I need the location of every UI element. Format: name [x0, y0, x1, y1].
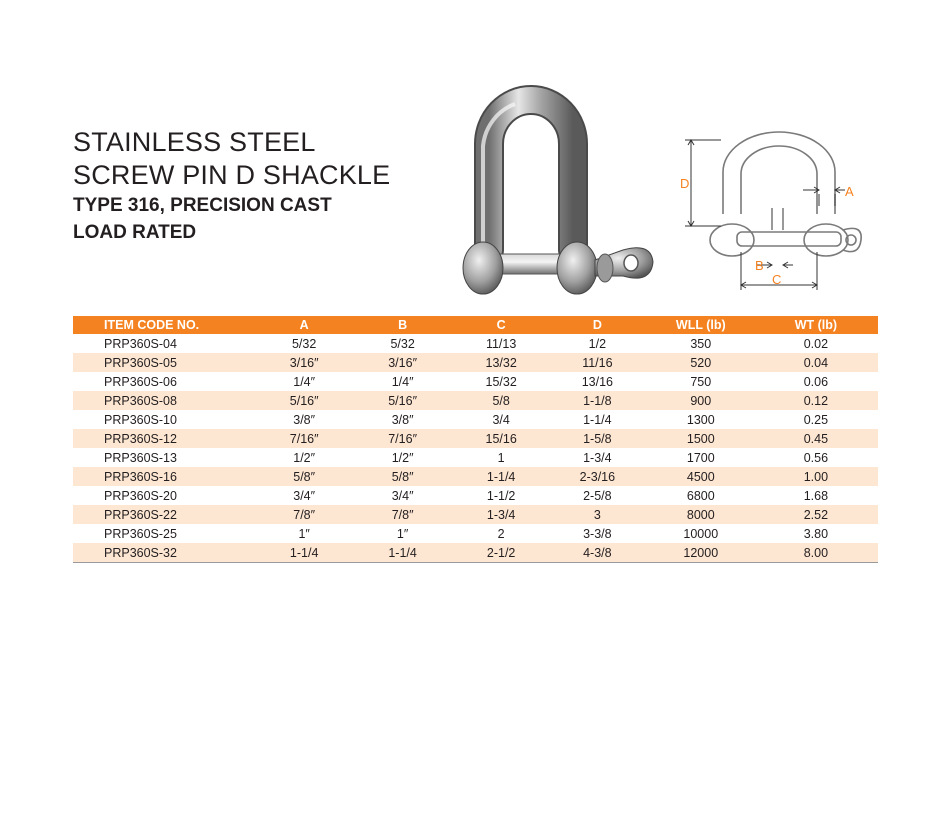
column-header-item-code: ITEM CODE NO. [73, 316, 258, 334]
cell-wll: 1700 [686, 450, 715, 465]
cell-item-code: PRP360S-05 [73, 353, 258, 372]
cell-b: 7/16″ [350, 429, 456, 448]
cell-item-code: PRP360S-13 [104, 450, 177, 465]
cell-c: 2 [497, 526, 505, 541]
cell-b: 7/8″ [350, 505, 456, 524]
cell-b: 1″ [396, 526, 409, 541]
cell-b: 3/8″ [391, 412, 414, 427]
cell-wt: 2.52 [754, 505, 878, 524]
column-header-a: A [258, 316, 349, 334]
table-row [73, 543, 878, 563]
cell-c: 11/13 [485, 336, 517, 351]
cell-wll: 4500 [648, 467, 754, 486]
dimension-label-a: A [845, 184, 854, 199]
dimension-label-c: C [772, 272, 782, 287]
cell-c: 15/32 [485, 374, 517, 389]
cell-wt: 3.80 [803, 526, 829, 541]
cell-a: 1″ [298, 526, 310, 541]
cell-c: 1 [497, 450, 505, 465]
cell-c: 2-1/2 [455, 543, 547, 563]
table-row [73, 391, 878, 410]
table-row [73, 448, 878, 467]
cell-wll: 1500 [648, 429, 754, 448]
table-row [73, 334, 878, 353]
cell-c: 15/16 [455, 429, 547, 448]
cell-wll: 750 [690, 374, 712, 389]
column-header-d: D [547, 316, 648, 334]
cell-a: 3/16″ [258, 353, 349, 372]
cell-b: 3/16″ [350, 353, 456, 372]
cell-item-code: PRP360S-06 [104, 374, 177, 389]
product-title-line-2: SCREW PIN D SHACKLE [73, 160, 391, 190]
cell-item-code: PRP360S-25 [104, 526, 177, 541]
spec-table-header-row [73, 316, 878, 334]
table-row [73, 524, 878, 543]
spec-table-body [73, 334, 878, 563]
product-title-line-1: STAINLESS STEEL [73, 127, 316, 157]
cell-b: 5/32 [390, 336, 415, 351]
cell-wll: 900 [648, 391, 754, 410]
cell-wll: 6800 [686, 488, 715, 503]
cell-d: 1/2 [588, 336, 607, 351]
cell-a: 1-1/4 [258, 543, 349, 563]
product-title-block [73, 126, 390, 246]
cell-a: 5/32 [291, 336, 317, 351]
cell-wll: 350 [690, 336, 712, 351]
cell-wt: 0.56 [803, 450, 829, 465]
cell-a: 3/8″ [293, 412, 316, 427]
column-header-wt: WT (lb) [754, 316, 878, 334]
dimension-label-d: D [680, 176, 690, 191]
cell-b: 5/16″ [350, 391, 456, 410]
cell-a: 1/4″ [293, 374, 316, 389]
cell-d: 11/16 [547, 353, 648, 372]
cell-wt: 1.00 [754, 467, 878, 486]
shackle-photo [455, 82, 665, 302]
cell-item-code: PRP360S-16 [73, 467, 258, 486]
shackle-dimension-diagram [675, 112, 865, 292]
cell-d: 13/16 [581, 374, 613, 389]
cell-a: 5/8″ [258, 467, 349, 486]
cell-wt: 0.02 [803, 336, 829, 351]
table-row [73, 372, 878, 391]
cell-c: 1-1/2 [486, 488, 516, 503]
table-row [73, 505, 878, 524]
product-subtitle-line-2: LOAD RATED [73, 222, 197, 243]
cell-b: 1/4″ [391, 374, 414, 389]
cell-wll: 520 [648, 353, 754, 372]
cell-a: 7/8″ [258, 505, 349, 524]
cell-wll: 8000 [648, 505, 754, 524]
cell-wll: 12000 [648, 543, 754, 563]
cell-wt: 8.00 [754, 543, 878, 563]
cell-d: 4-3/8 [547, 543, 648, 563]
cell-item-code: PRP360S-10 [104, 412, 177, 427]
cell-item-code: PRP360S-22 [73, 505, 258, 524]
cell-a: 5/16″ [258, 391, 349, 410]
cell-item-code: PRP360S-32 [73, 543, 258, 563]
cell-d: 3 [547, 505, 648, 524]
cell-wt: 0.12 [754, 391, 878, 410]
cell-a: 3/4″ [293, 488, 316, 503]
cell-d: 2-5/8 [583, 488, 612, 503]
table-row [73, 467, 878, 486]
column-header-c: C [455, 316, 547, 334]
table-row [73, 429, 878, 448]
cell-b: 1/2″ [391, 450, 414, 465]
cell-c: 1-3/4 [455, 505, 547, 524]
cell-c: 13/32 [455, 353, 547, 372]
cell-c: 3/4 [492, 412, 510, 427]
column-header-wll: WLL (lb) [648, 316, 754, 334]
spec-table [73, 316, 878, 563]
cell-item-code: PRP360S-12 [73, 429, 258, 448]
cell-item-code: PRP360S-20 [104, 488, 177, 503]
table-row [73, 353, 878, 372]
cell-c: 5/8 [455, 391, 547, 410]
table-row [73, 410, 878, 429]
cell-a: 7/16″ [258, 429, 349, 448]
product-subtitle-line-1: TYPE 316, PRECISION CAST [73, 195, 332, 216]
cell-wt: 1.68 [803, 488, 829, 503]
cell-a: 1/2″ [293, 450, 316, 465]
cell-wll: 1300 [686, 412, 715, 427]
cell-wll: 10000 [683, 526, 719, 541]
cell-d: 1-1/4 [583, 412, 612, 427]
cell-wt: 0.04 [754, 353, 878, 372]
table-row [73, 486, 878, 505]
dimension-label-b: B [755, 258, 764, 273]
cell-item-code: PRP360S-04 [104, 336, 177, 351]
cell-wt: 0.45 [754, 429, 878, 448]
cell-b: 5/8″ [350, 467, 456, 486]
cell-d: 3-3/8 [583, 526, 612, 541]
cell-b: 3/4″ [391, 488, 414, 503]
cell-c: 1-1/4 [455, 467, 547, 486]
cell-d: 1-3/4 [583, 450, 612, 465]
cell-item-code: PRP360S-08 [73, 391, 258, 410]
column-header-b: B [350, 316, 456, 334]
cell-wt: 0.25 [803, 412, 829, 427]
cell-d: 2-3/16 [547, 467, 648, 486]
cell-d: 1-1/8 [547, 391, 648, 410]
cell-d: 1-5/8 [547, 429, 648, 448]
cell-wt: 0.06 [803, 374, 829, 389]
cell-b: 1-1/4 [350, 543, 456, 563]
